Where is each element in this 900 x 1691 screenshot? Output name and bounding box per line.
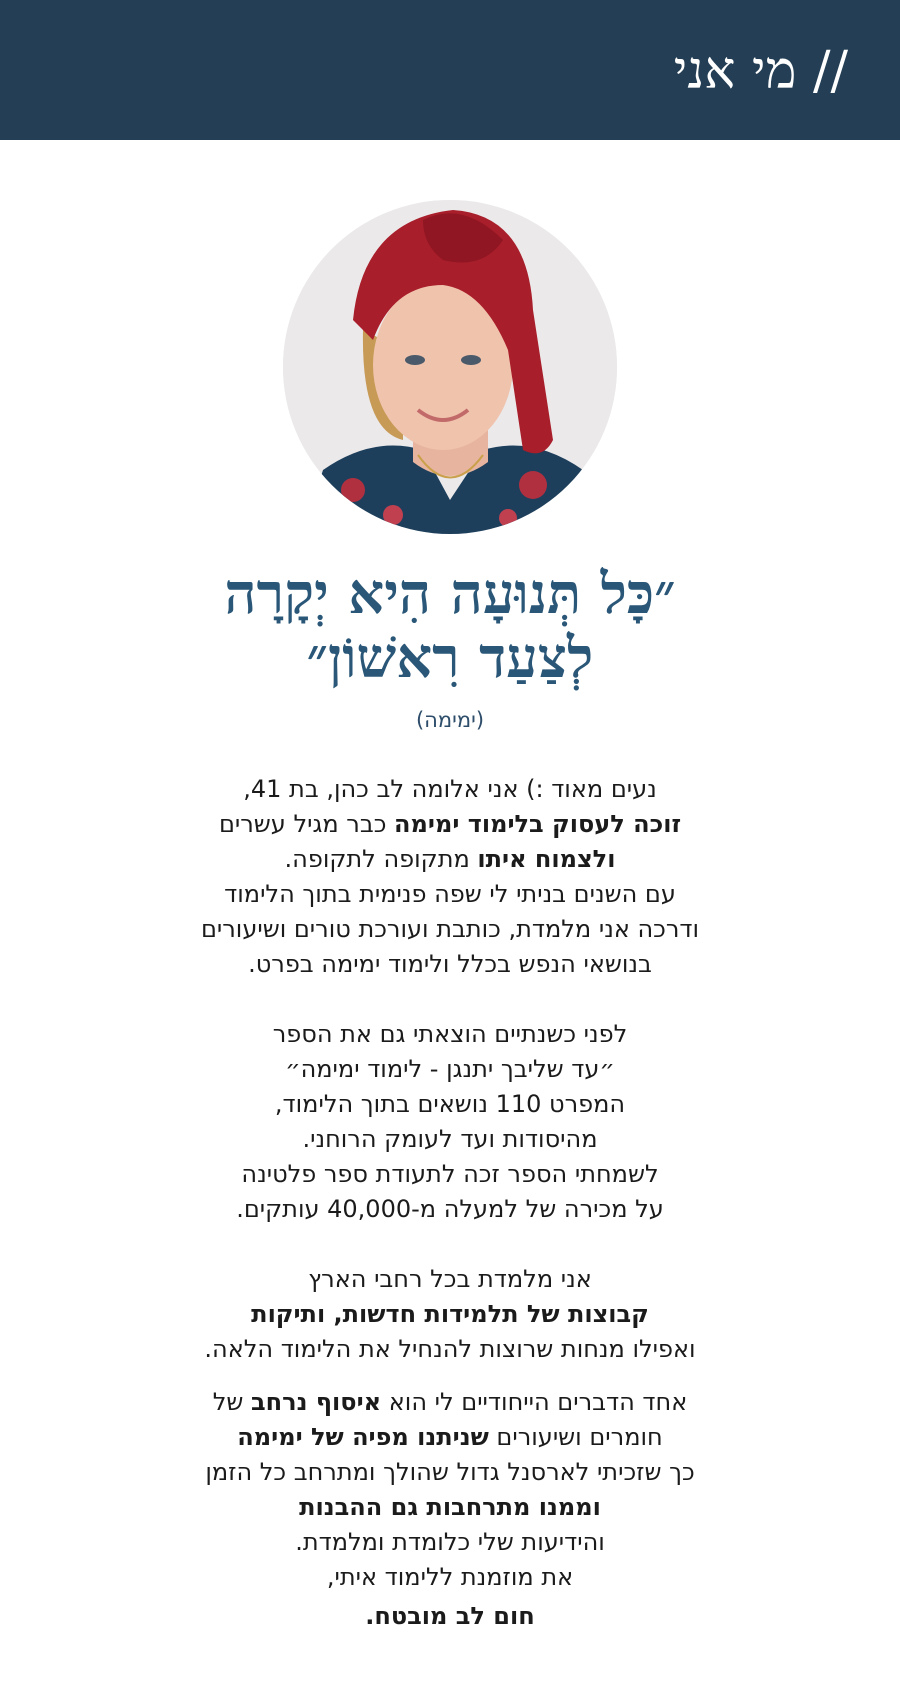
bio-text-run: חומרים ושיעורים <box>488 1423 663 1451</box>
woman-portrait-icon <box>283 200 617 534</box>
bio-bold: שניתנו מפיה של ימימה <box>237 1423 489 1451</box>
book-line: על מכירה של למעלה מ-40,000 עותקים. <box>236 1195 664 1223</box>
collection-line <box>0 1385 900 1420</box>
teaching-line: ואפילו מנחות שרוצות להנחיל את הלימוד הלאה. <box>204 1335 696 1363</box>
hebrew-quote <box>0 562 900 690</box>
teaching-line: אני מלמדת בכל רחבי הארץ <box>308 1265 592 1293</box>
page-header <box>0 0 900 140</box>
page-title: // מי אני <box>673 41 848 101</box>
book-line: לשמחתי הספר זכה לתעודת ספר פלטינה <box>241 1160 659 1188</box>
collection-line: כך שזכיתי לארסנל גדול שהולך ומתרחב כל הזמן <box>205 1458 695 1486</box>
closing-line: חום לב מובטח. <box>365 1602 535 1630</box>
book-line: המפרט 110 נושאים בתוך הלימוד, <box>274 1090 626 1118</box>
book-line: לפני כשנתיים הוצאתי גם את הספר <box>272 1020 628 1048</box>
bio-line: עם השנים בניתי לי שפה פנימית בתוך הלימוד <box>224 880 676 908</box>
bio-text-run: של <box>212 1388 252 1416</box>
bio-line <box>0 807 900 842</box>
collection-line: והידיעות שלי כלומדת ומלמדת. <box>295 1528 605 1556</box>
bio-text-run: אחד הדברים הייחודיים לי הוא <box>381 1388 688 1416</box>
bio-text <box>0 772 900 1637</box>
bio-text-run: מתקופה לתקופה. <box>284 845 478 873</box>
bio-line: ודרכה אני מלמדת, כותבת ועורכת טורים ושיעורים <box>200 915 700 943</box>
quote-source: (ימימה) <box>415 708 485 732</box>
bio-bold: זוכה לעסוק בלימוד ימימה <box>394 810 682 838</box>
collection-line <box>0 1420 900 1455</box>
collection-line: וממנו מתרחבות גם ההבנות <box>299 1493 601 1521</box>
quote-line-1: ״כָּל תְּנוּעָה הִיא יְקָרָה <box>224 561 676 627</box>
invitation-line: את מוזמנת ללימוד איתי, <box>326 1563 574 1591</box>
bio-line: בנושאי הנפש בכלל ולימוד ימימה בפרט. <box>248 950 652 978</box>
teaching-line: קבוצות של תלמידות חדשות, ותיקות <box>251 1300 649 1328</box>
profile-photo <box>283 200 617 534</box>
bio-bold: איסוף נרחב <box>251 1388 382 1416</box>
bio-text-run: כבר מגיל עשרים <box>218 810 395 838</box>
bio-line <box>0 842 900 877</box>
book-line: ״עד שליבך יתנגן - לימוד ימימה״ <box>285 1055 615 1083</box>
quote-line-2: לְצַעַד רִאשׁוֹן״ <box>306 625 594 691</box>
bio-line: נעים מאוד :) אני אלומה לב כהן, בת 41, <box>243 775 657 803</box>
book-line: מהיסודות ועד לעומק הרוחני. <box>302 1125 598 1153</box>
bio-bold: ולצמוח איתו <box>477 845 616 873</box>
